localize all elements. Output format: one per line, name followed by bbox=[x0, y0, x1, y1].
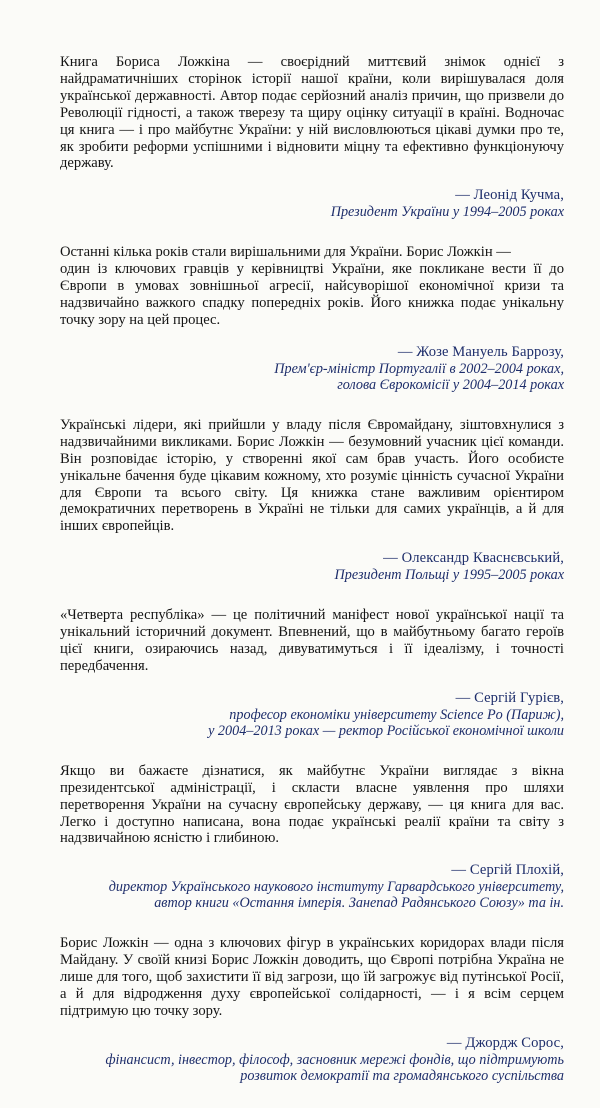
endorsement-text: Борис Ложкін — одна з ключових фігур в українських коридорах влади після Майдану. У своїй книзі Борис Ложкін доводить, що Європі потрібна Україна не лише для того, щоб захистити її від загрози, що їй загрожує від путінської Росії, а й для відродження духу європейської солідарності, — і я всім серцем підтримую цю точку зору. bbox=[60, 935, 564, 1019]
endorsement-author: — Джордж Сорос, bbox=[446, 1034, 564, 1051]
endorsement-soros bbox=[60, 935, 564, 1084]
endorsement-author: — Сергій Гурієв, bbox=[455, 689, 564, 706]
endorsement-text: «Четверта республіка» — це політичний маніфест нової української нації та унікальний історичний документ. Впевнений, що в майбутньому багато героїв цієї книги, озираючись назад, дивуватимуться і її ідеалізму, і точності передбачення. bbox=[60, 607, 564, 674]
endorsement-author-title: Президент Польщі у 1995–2005 роках bbox=[334, 567, 564, 584]
endorsement-author-title: фінансист, інвестор, філософ, засновник мережі фондів, що підтримують розвиток демократії та громадянського суспільства bbox=[105, 1051, 564, 1084]
endorsement-text: Українські лідери, які прийшли у владу після Євромайдану, зіштовхнулися з надзвичайними викликами. Борис Ложкін — безумовний учасник цієї команди. Він розповідає історію, у створенні якої сам брав участь. Його особисте унікальне бачення буде цікавим кожному, хто розуміє цінність сучасної України для Європи та всього світу. Ця книжка стане важливим орієнтиром демократичних перетворень в Україні не тільки для самих українців, а й для інших європейців. bbox=[60, 416, 564, 535]
endorsement-text: Останні кілька років стали вирішальними для України. Борис Ложкін — один із ключових гравців у керівництві України, яке покликане вести її до Європи в умовах зовнішньої агресії, найсуворішої економічної кризи та надзвичайно важкого спадку попередніх років. Його книжка подає унікальну точку зору на цей процес. bbox=[60, 244, 564, 328]
endorsement-author: — Леонід Кучма, bbox=[455, 187, 564, 204]
endorsement-plokhy bbox=[60, 763, 564, 912]
endorsements-page bbox=[60, 54, 564, 1108]
endorsement-author: — Олександр Кваснєвський, bbox=[383, 550, 564, 567]
endorsement-author-title: Президент України у 1994–2005 роках bbox=[330, 204, 564, 221]
endorsement-kuchma bbox=[60, 54, 564, 220]
endorsement-text: Якщо ви бажаєте дізнатися, як майбутнє України виглядає з вікна президентської адміністрації, і скласти власне уявлення про шляхи перетворення України на сучасну європейську державу, — ця книга для вас. Легко і доступно написана, вона подає українські реалії країни та світу з надзвичайною ясністю і глибиною. bbox=[60, 762, 564, 847]
endorsement-author-title: Прем'єр-міністр Португалії в 2002–2004 роках, голова Єврокомісії у 2004–2014 роках bbox=[274, 360, 564, 393]
endorsement-text: Книга Бориса Ложкіна — своєрідний миттєвий знімок однієї з найдраматичніших сторінок історії нашої країни, коли вирішувалася доля української державності. Автор подає серйозний аналіз причин, що призвели до Революції гідності, а також тверезу та щиру оцінку ситуації в країні. Водночас ця книга — і про майбутнє України: у ній висловлюються цікаві думки про те, як зробити реформи успішними і відновити міцну та ефективно функціонуючу державу. bbox=[60, 54, 564, 172]
endorsement-guriev bbox=[60, 607, 564, 739]
endorsement-kwasniewski bbox=[60, 417, 564, 583]
endorsement-author-title: професор економіки університету Science Po (Париж), у 2004–2013 роках — ректор Російської економічної школи bbox=[208, 706, 564, 739]
endorsement-author: — Жозе Мануель Баррозу, bbox=[397, 343, 564, 360]
endorsement-author-title: директор Українського наукового інституту Гарвардського університету, автор книги «Остання імперія. Занепад Радянського Союзу» та ін. bbox=[108, 879, 564, 912]
endorsement-author: — Сергій Плохій, bbox=[451, 862, 564, 879]
endorsement-barroso bbox=[60, 244, 564, 393]
